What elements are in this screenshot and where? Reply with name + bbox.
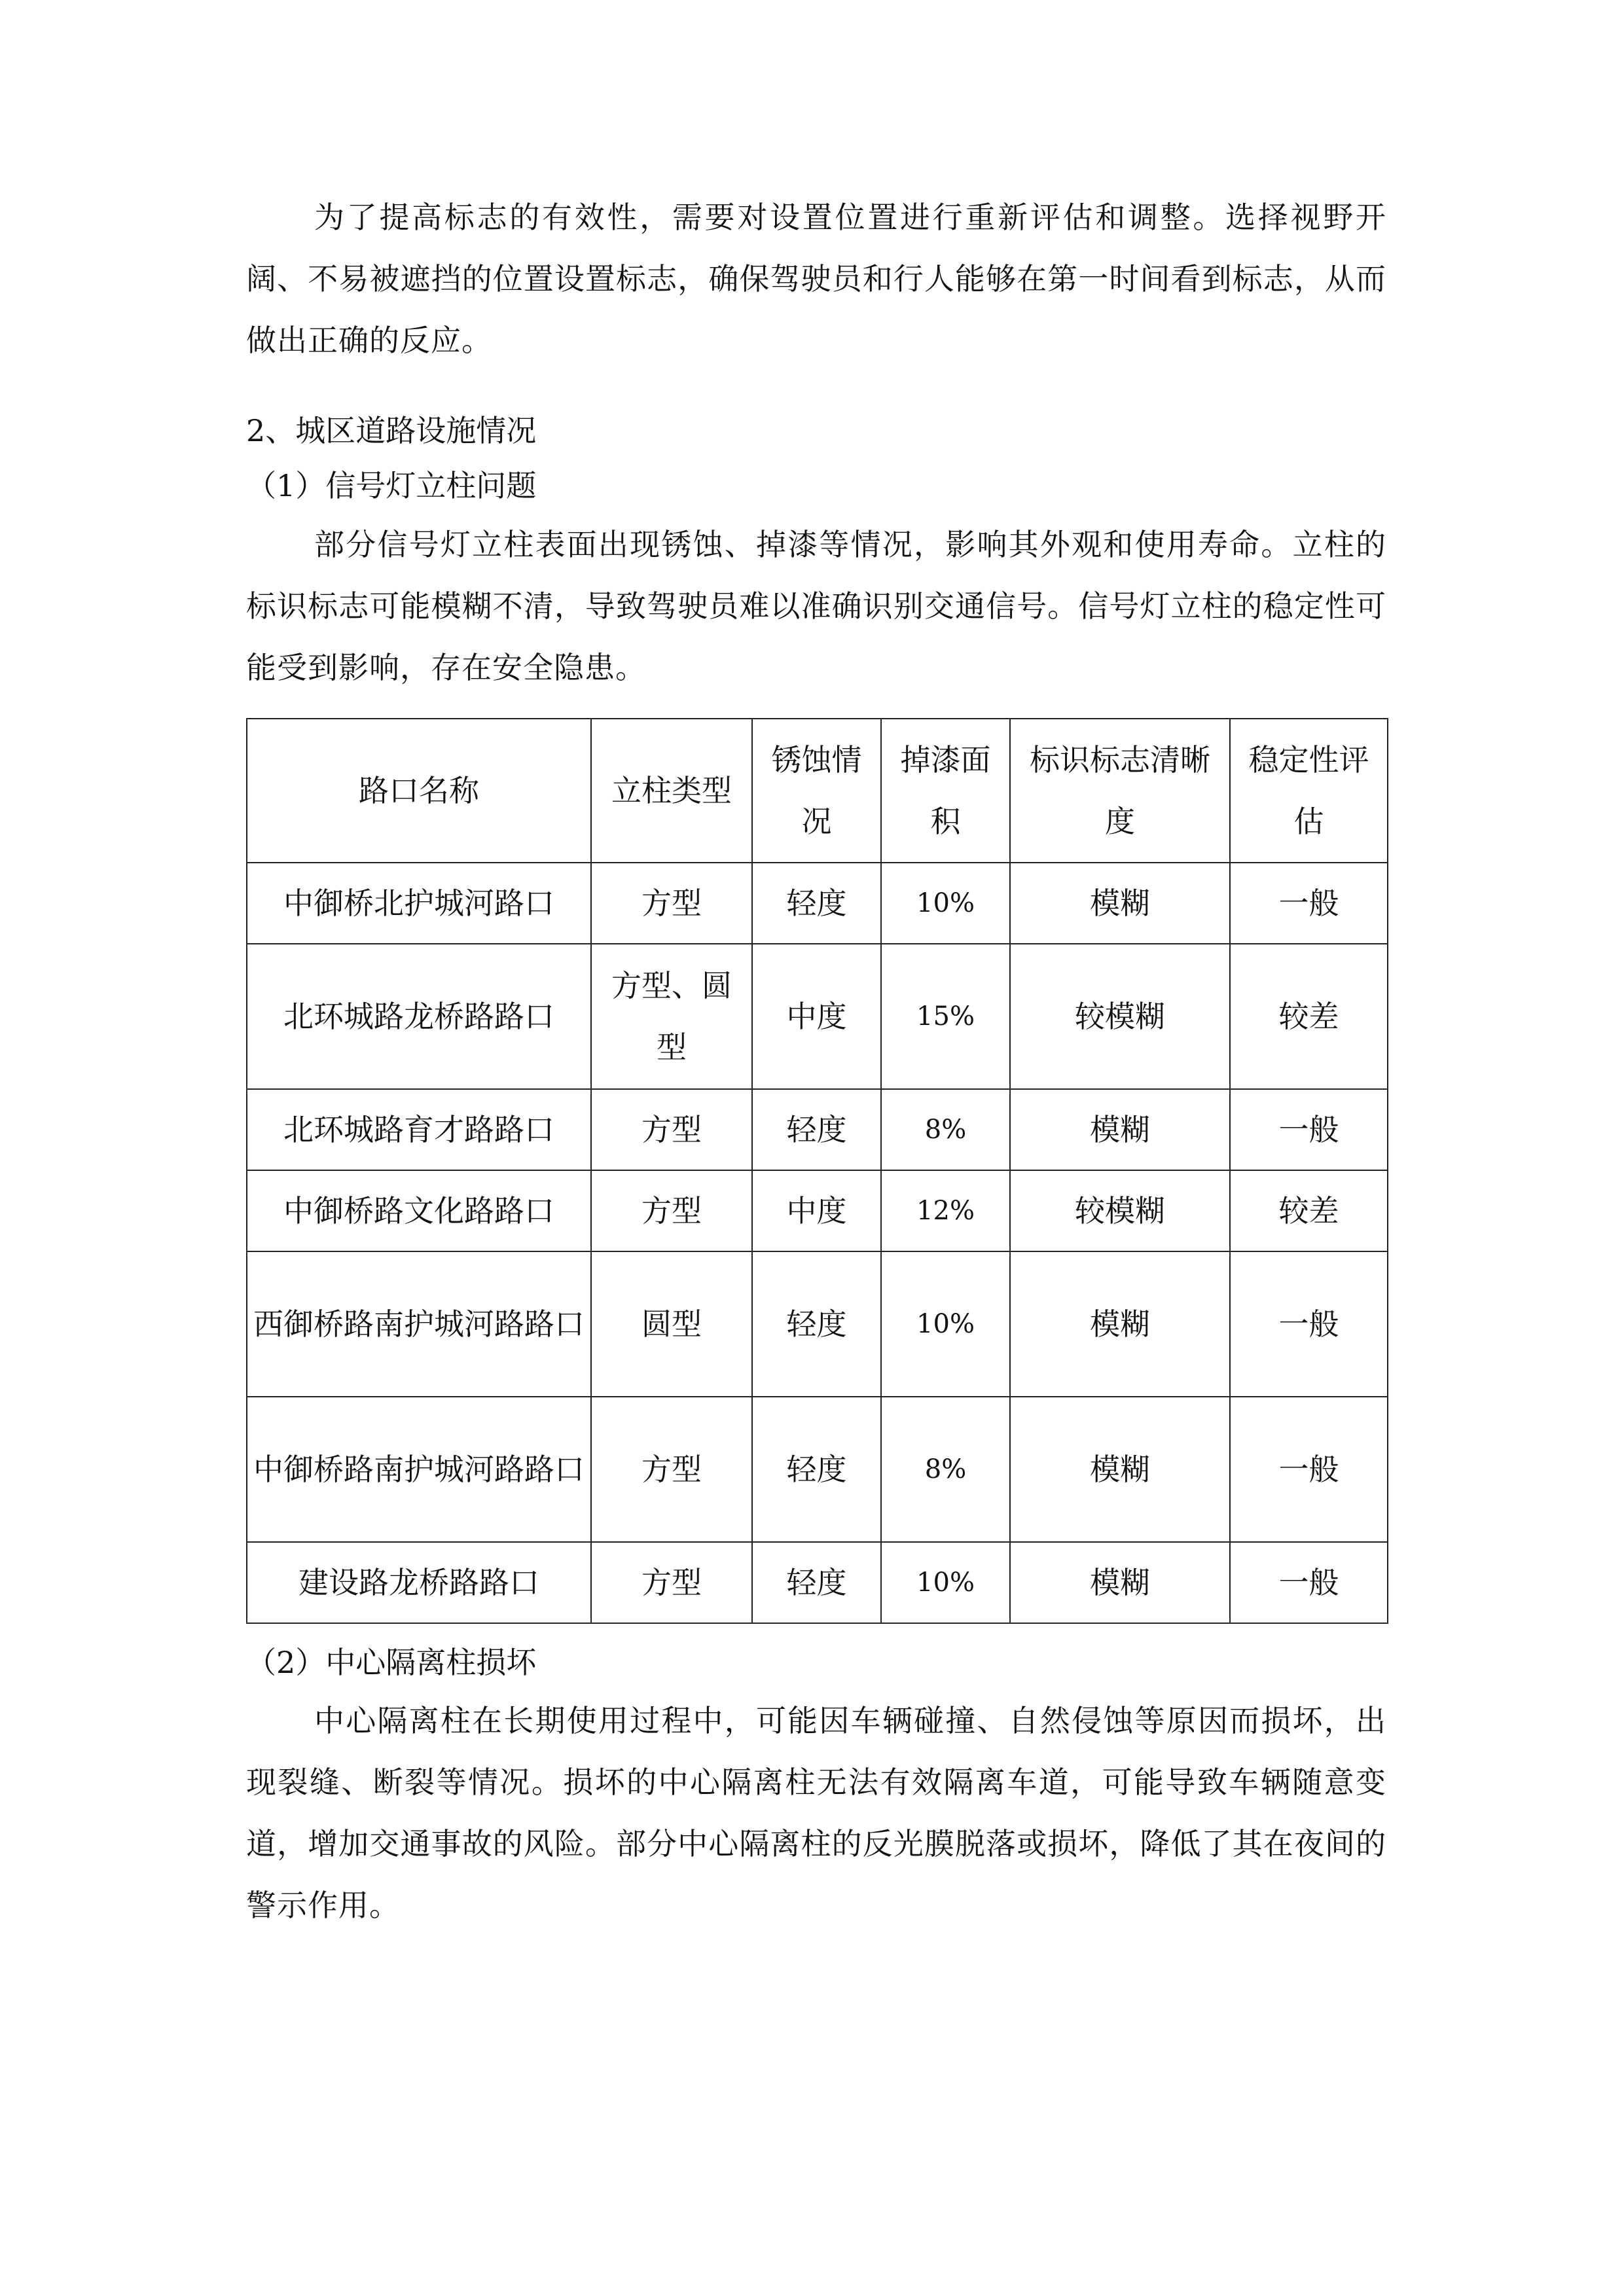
- subsection-heading-median-barrier: （2）中心隔离柱损坏: [246, 1645, 537, 1680]
- cell-corrosion: 轻度: [752, 863, 881, 944]
- cell-stability: 一般: [1230, 863, 1388, 944]
- cell-sign-clarity: 模糊: [1010, 1397, 1230, 1542]
- table-row: [247, 863, 1388, 944]
- cell-pole-type: 方型、圆型: [591, 944, 752, 1089]
- cell-corrosion: 中度: [752, 1170, 881, 1251]
- cell-intersection-name: 建设路龙桥路路口: [247, 1542, 591, 1623]
- cell-sign-clarity: 模糊: [1010, 1542, 1230, 1623]
- header-intersection-name: 路口名称: [247, 719, 591, 863]
- header-paint-loss-area: 掉漆面积: [881, 719, 1010, 863]
- cell-corrosion: 轻度: [752, 1251, 881, 1397]
- cell-stability: 较差: [1230, 1170, 1388, 1251]
- table-header-row: [247, 719, 1388, 863]
- cell-paint-loss-area: 10%: [881, 1251, 1010, 1397]
- cell-paint-loss-area: 10%: [881, 863, 1010, 944]
- signal-pole-table: [246, 718, 1388, 1624]
- cell-stability: 一般: [1230, 1089, 1388, 1170]
- cell-pole-type: 圆型: [591, 1251, 752, 1397]
- table-row: [247, 1170, 1388, 1251]
- cell-sign-clarity: 模糊: [1010, 863, 1230, 944]
- table-row: [247, 1397, 1388, 1542]
- table-row: [247, 1089, 1388, 1170]
- header-pole-type: 立柱类型: [591, 719, 752, 863]
- paragraph-sign-placement: 为了提高标志的有效性，需要对设置位置进行重新评估和调整。选择视野开阔、不易被遮挡的位置设置标志，确保驾驶员和行人能够在第一时间看到标志，从而做出正确的反应。: [246, 200, 1386, 358]
- cell-paint-loss-area: 10%: [881, 1542, 1010, 1623]
- paragraph-median-barrier: 中心隔离柱在长期使用过程中，可能因车辆碰撞、自然侵蚀等原因而损坏，出现裂缝、断裂等情况。损坏的中心隔离柱无法有效隔离车道，可能导致车辆随意变道，增加交通事故的风险。部分中心隔离柱的反光膜脱落或损坏，降低了其在夜间的警示作用。: [246, 1703, 1386, 1923]
- cell-paint-loss-area: 8%: [881, 1397, 1010, 1542]
- table-row: [247, 1251, 1388, 1397]
- cell-stability: 较差: [1230, 944, 1388, 1089]
- subsection-heading-signal-pole: （1）信号灯立柱问题: [246, 468, 537, 503]
- cell-stability: 一般: [1230, 1542, 1388, 1623]
- paragraph-signal-pole: 部分信号灯立柱表面出现锈蚀、掉漆等情况，影响其外观和使用寿命。立柱的标识标志可能模糊不清，导致驾驶员难以准确识别交通信号。信号灯立柱的稳定性可能受到影响，存在安全隐患。: [246, 527, 1386, 685]
- cell-intersection-name: 中御桥北护城河路口: [247, 863, 591, 944]
- header-stability: 稳定性评估: [1230, 719, 1388, 863]
- header-sign-clarity: 标识标志清晰度: [1010, 719, 1230, 863]
- cell-corrosion: 轻度: [752, 1397, 881, 1542]
- cell-pole-type: 方型: [591, 1397, 752, 1542]
- cell-corrosion: 中度: [752, 944, 881, 1089]
- cell-paint-loss-area: 8%: [881, 1089, 1010, 1170]
- cell-intersection-name: 北环城路龙桥路路口: [247, 944, 591, 1089]
- cell-paint-loss-area: 15%: [881, 944, 1010, 1089]
- table-row: [247, 1542, 1388, 1623]
- cell-pole-type: 方型: [591, 1542, 752, 1623]
- header-corrosion: 锈蚀情况: [752, 719, 881, 863]
- cell-stability: 一般: [1230, 1251, 1388, 1397]
- cell-corrosion: 轻度: [752, 1089, 881, 1170]
- cell-intersection-name: 中御桥路南护城河路路口: [247, 1397, 591, 1542]
- cell-sign-clarity: 模糊: [1010, 1251, 1230, 1397]
- cell-corrosion: 轻度: [752, 1542, 881, 1623]
- cell-intersection-name: 西御桥路南护城河路路口: [247, 1251, 591, 1397]
- cell-sign-clarity: 模糊: [1010, 1089, 1230, 1170]
- section-heading: 2、城区道路设施情况: [246, 413, 537, 448]
- table-row: [247, 944, 1388, 1089]
- cell-stability: 一般: [1230, 1397, 1388, 1542]
- cell-intersection-name: 北环城路育才路路口: [247, 1089, 591, 1170]
- cell-intersection-name: 中御桥路文化路路口: [247, 1170, 591, 1251]
- cell-pole-type: 方型: [591, 1089, 752, 1170]
- cell-paint-loss-area: 12%: [881, 1170, 1010, 1251]
- cell-sign-clarity: 较模糊: [1010, 944, 1230, 1089]
- cell-pole-type: 方型: [591, 863, 752, 944]
- cell-pole-type: 方型: [591, 1170, 752, 1251]
- cell-sign-clarity: 较模糊: [1010, 1170, 1230, 1251]
